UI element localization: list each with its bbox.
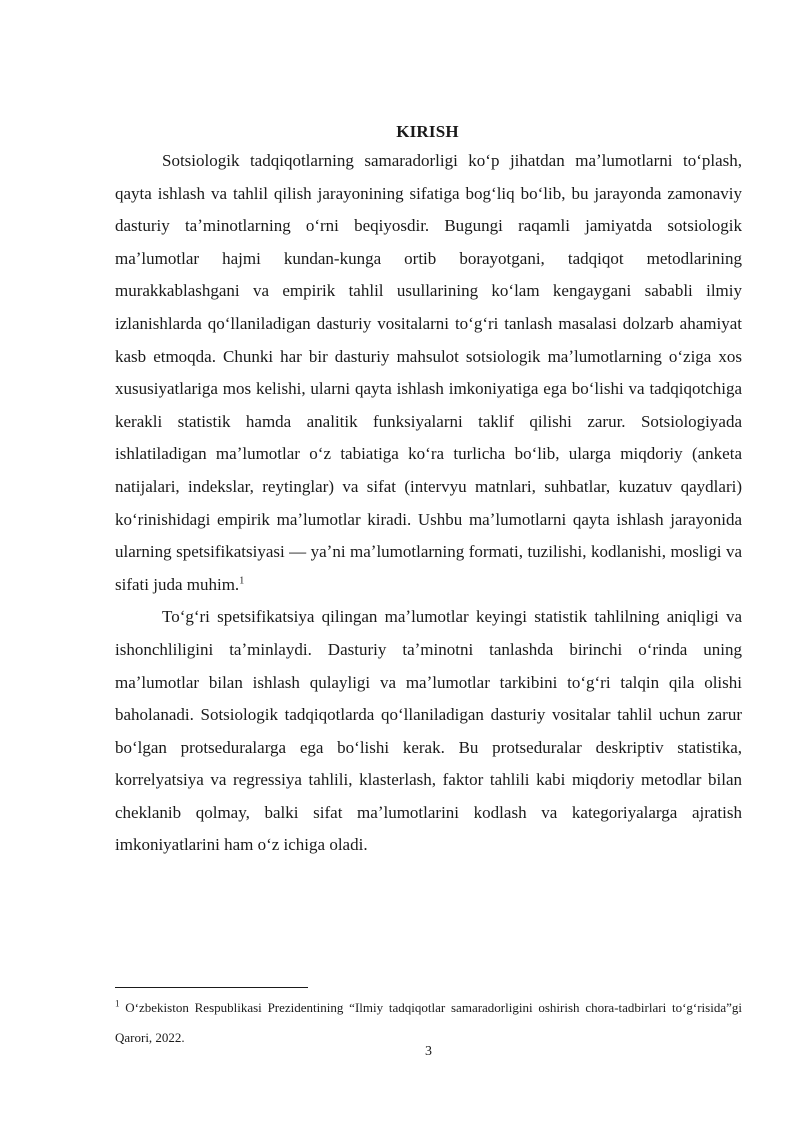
footnote-separator [115, 987, 308, 988]
section-title: KIRISH [396, 122, 459, 141]
paragraph [115, 601, 742, 862]
footnote-reference: 1 [239, 575, 245, 587]
paragraph-text: Sotsiologik tadqiqotlarning samaradorligi koʻp jihatdan maʼlumotlarni toʻplash, qayta ishlash va tahlil qilish jarayonining sifatiga bogʻliq boʻlib, bu jarayonda zamonaviy dasturiy taʼminotlarning oʻrni beqiyosdir. Bugungi raqamli jamiyatda sotsiologik maʼlumotlar hajmi kundan-kunga ortib borayotgani, tadqiqot metodlarining murakkablashgani va empirik tahlil usullarining koʻlam kengaygani sababli ilmiy izlanishlarda qoʻllaniladigan dasturiy vositalarni toʻgʻri tanlash masalasi dolzarb ahamiyat kasb etmoqda. Chunki har bir dasturiy mahsulot sotsiologik maʼlumotlarning oʻziga xos xususiyatlariga mos kelishi, ularni qayta ishlash imkoniyatiga ega boʻlishi va tadqiqotchiga kerakli statistik hamda analitik funksiyalarni taklif qilishi zarur. Sotsiologiyada ishlatiladigan maʼlumotlar oʻz tabiatiga koʻra turlicha boʻlib, ularga miqdoriy (anketa natijalari, indekslar, reytinglar) va sifat (intervyu matnlari, suhbatlar, kuzatuv qaydlari) koʻrinishidagi empirik maʼlumotlar kiradi. Ushbu maʼlumotlarni qayta ishlash jarayonida ularning spetsifikatsiyasi — yaʼni maʼlumotlarning formati, tuzilishi, kodlanishi, mosligi va sifati juda muhim. [115, 151, 742, 594]
footnote-text: Oʻzbekiston Respublikasi Prezidentining “Ilmiy tadqiqotlar samaradorligini oshirish chora-tadbirlari toʻgʻrisida”gi Qarori, 2022. [115, 1000, 742, 1045]
body-text [115, 145, 742, 862]
paragraph-text: Toʻgʻri spetsifikatsiya qilingan maʼlumotlar keyingi statistik tahlilning aniqligi va ishonchliligini taʼminlaydi. Dasturiy taʼminotni tanlashda birinchi oʻrinda uning maʼlumotlar bilan ishlash qulayligi va maʼlumotlar tarkibini toʻgʻri talqin qila olishi baholanadi. Sotsiologik tadqiqotlarda qoʻllaniladigan dasturiy vositalar tahlil uchun zarur boʻlgan protseduralarga ega boʻlishi kerak. Bu protseduralar deskriptiv statistika, korrelyatsiya va regressiya tahlili, klasterlash, faktor tahlili kabi miqdoriy metodlar bilan cheklanib qolmay, balki sifat maʼlumotlarini kodlash va kategoriyalarga ajratish imkoniyatlarini ham oʻz ichiga oladi. [115, 607, 742, 855]
paragraph [115, 145, 742, 601]
footnote-number: 1 [115, 998, 120, 1009]
page-number: 3 [425, 1044, 432, 1059]
